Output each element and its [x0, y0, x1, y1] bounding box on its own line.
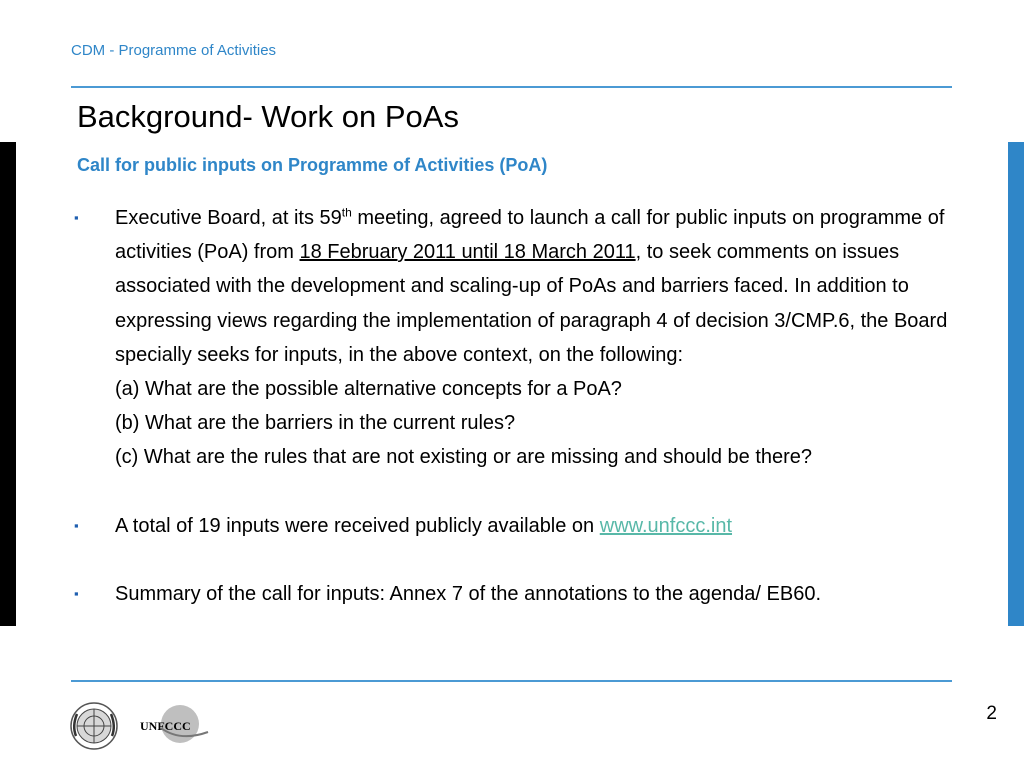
- unfccc-logo-icon: [140, 705, 208, 743]
- top-divider: [71, 86, 952, 88]
- question-b: (b) What are the barriers in the current rules?: [115, 412, 516, 435]
- bullet-list: [74, 201, 964, 611]
- slide-title: Background- Work on PoAs: [77, 99, 459, 134]
- date-range: 18 February 2011 until 18 March 2011: [299, 241, 636, 264]
- question-a: (a) What are the possible alternative concepts for a PoA?: [115, 378, 622, 401]
- bottom-divider: [71, 680, 952, 682]
- left-edge-bar: [0, 142, 16, 626]
- bullet1-text-cont: meeting, agreed to launch a call for public inputs on programme of activities (PoA) from: [115, 207, 945, 264]
- right-edge-bar: [1008, 142, 1024, 626]
- bullet-marker-icon: ▪: [74, 210, 79, 225]
- un-emblem-icon: [71, 703, 117, 749]
- unfccc-logo-text: UNFCCC: [140, 719, 191, 733]
- bullet1-superscript: th: [341, 205, 352, 220]
- unfccc-link[interactable]: www.unfccc.int: [599, 514, 733, 537]
- bullet-item-1: [74, 201, 964, 475]
- bullet-item-3: [74, 577, 964, 611]
- bullet3-text: Summary of the call for inputs: Annex 7 of the annotations to the agenda/ EB60.: [115, 582, 822, 605]
- bullet1-text: Executive Board, at its 59: [115, 207, 342, 229]
- question-c: (c) What are the rules that are not existing or are missing and should be there?: [115, 446, 813, 469]
- bullet1-text-end: , to seek comments on issues associated with the development and scaling-up of PoAs and barriers faced. In addition to expressing views regarding the implementation of paragraph 4 of decision 3/CMP.6, the Board specially seeks for inputs, in the above context, on the following:: [115, 241, 948, 366]
- bullet-marker-icon: ▪: [74, 517, 79, 533]
- header-label: CDM - Programme of Activities: [71, 42, 277, 59]
- page-number: 2: [986, 703, 997, 724]
- slide-subtitle: Call for public inputs on Programme of Activities (PoA): [77, 155, 548, 175]
- bullet-marker-icon: ▪: [74, 585, 79, 601]
- bullet-item-2: [74, 509, 964, 543]
- bullet2-text: A total of 19 inputs were received publicly available on: [115, 514, 600, 537]
- footer-logos: [68, 698, 218, 753]
